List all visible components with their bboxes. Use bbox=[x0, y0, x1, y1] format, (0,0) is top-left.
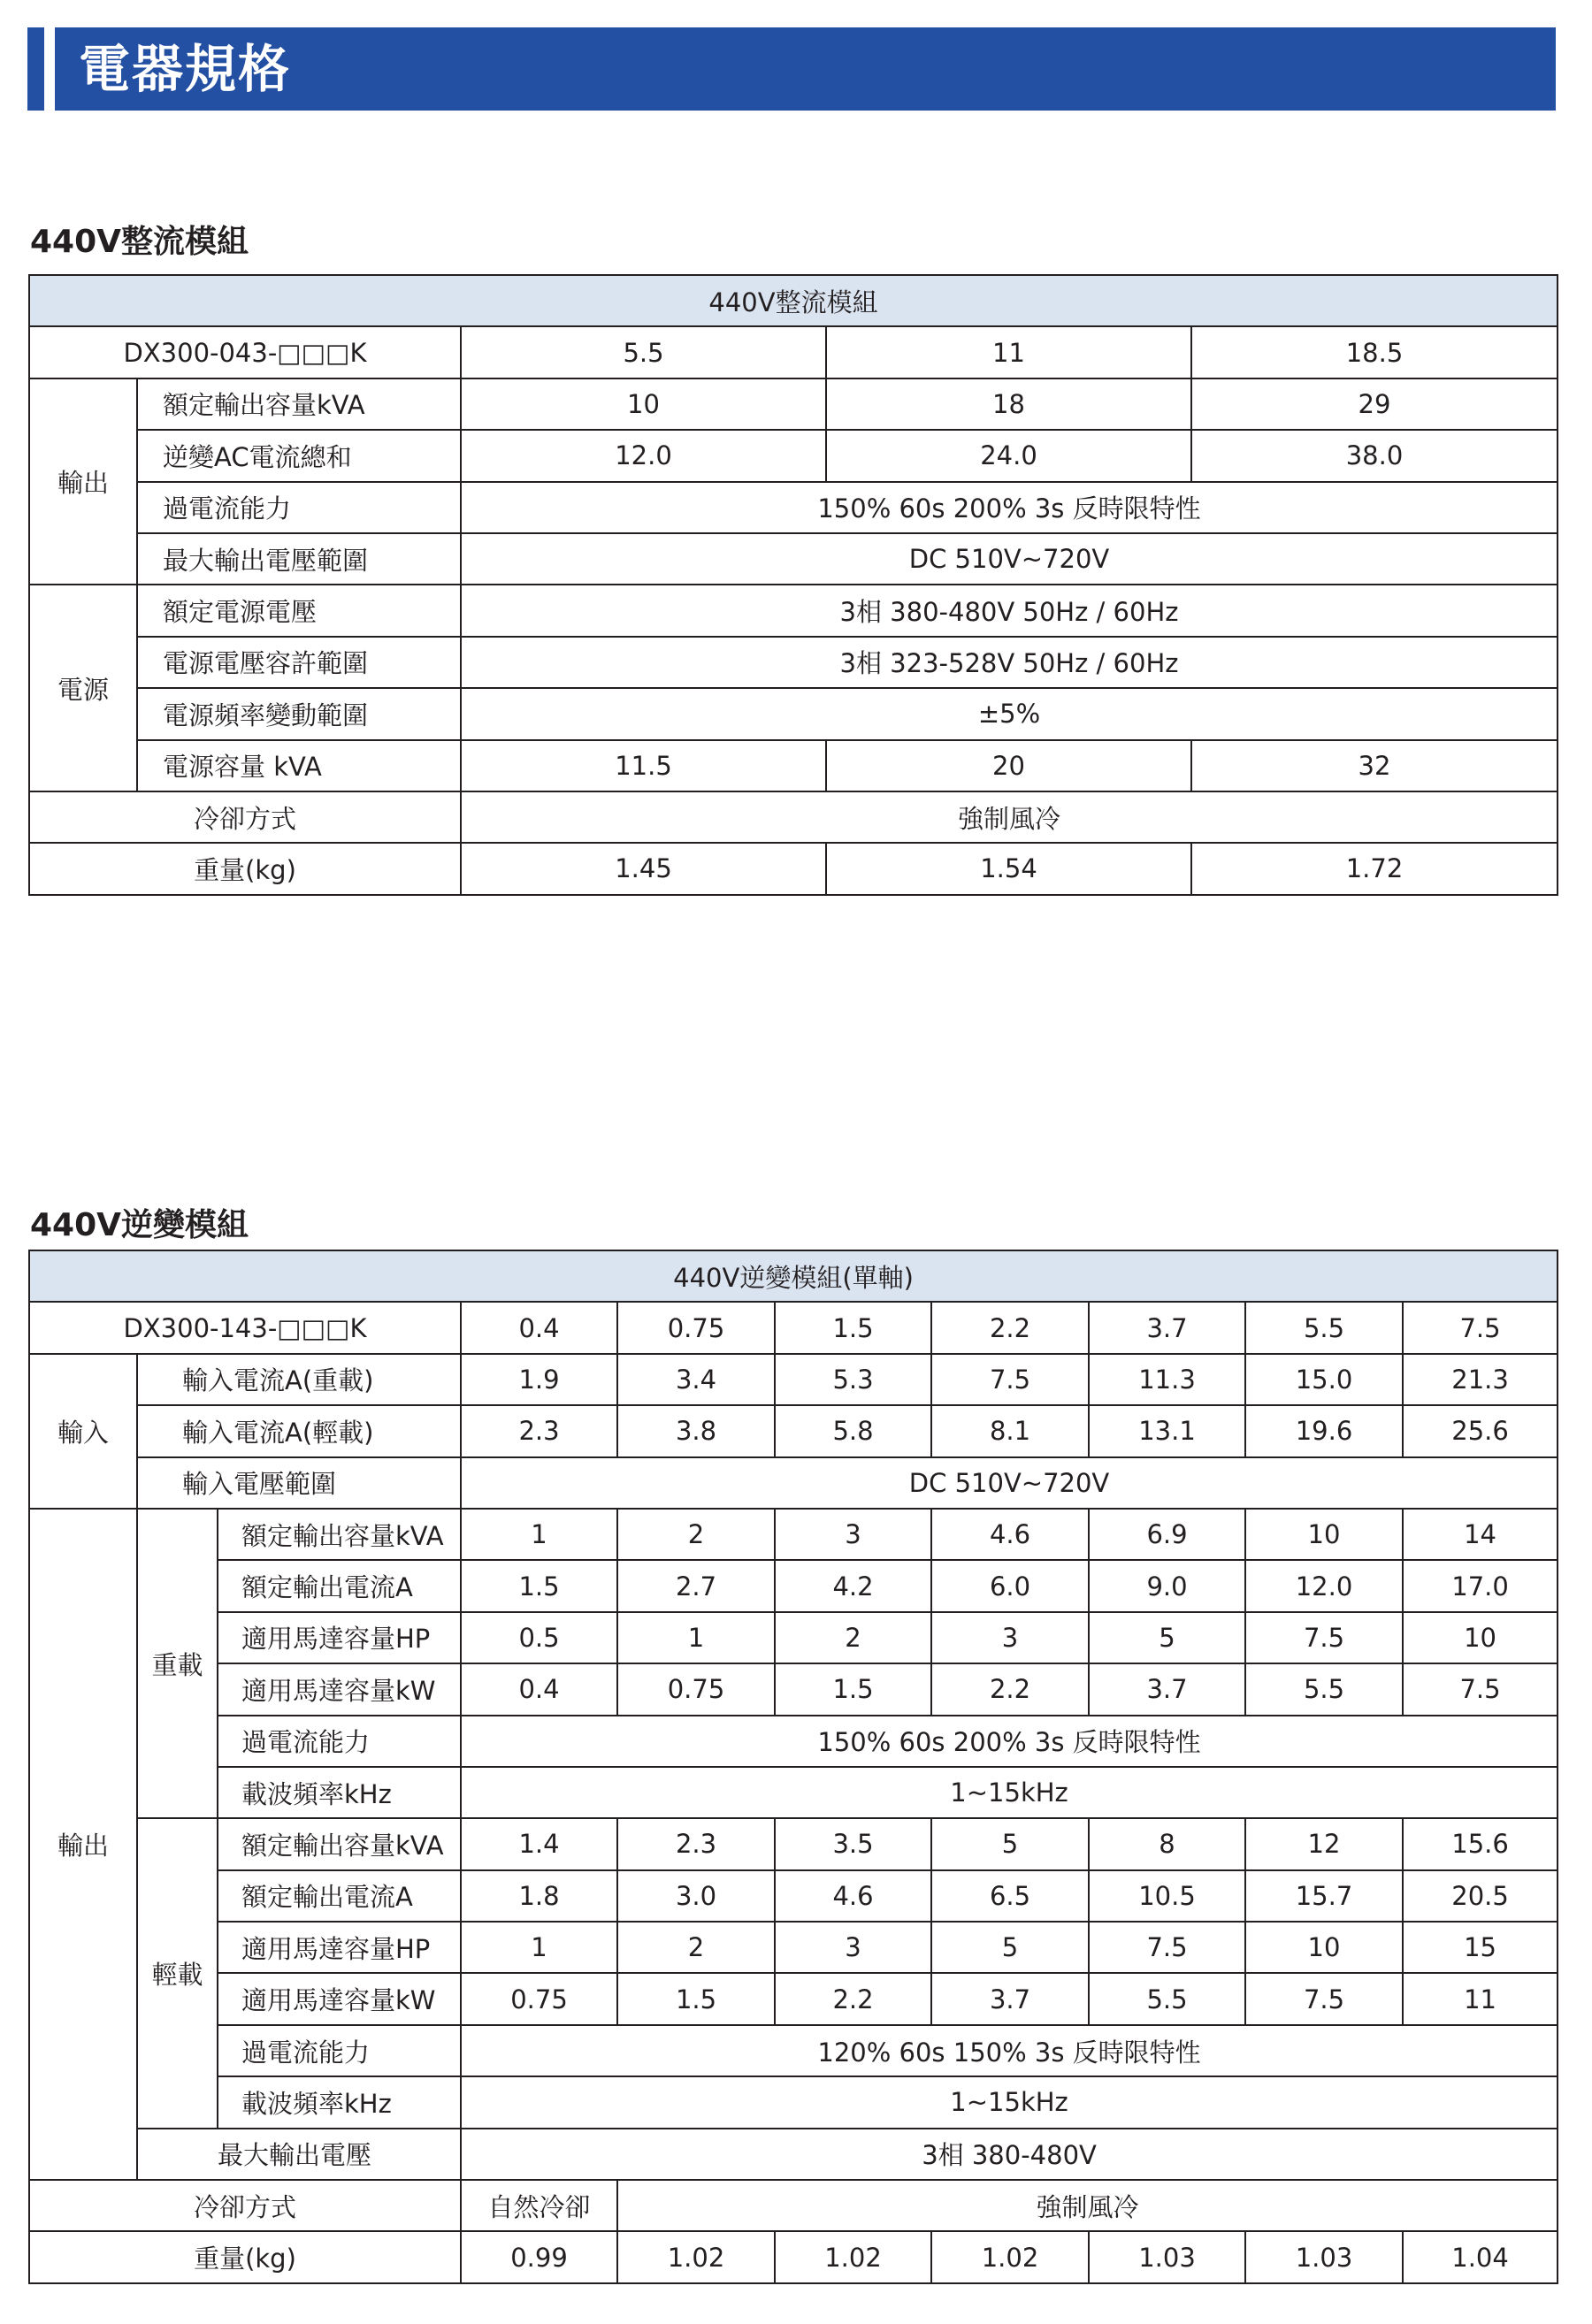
cell-value: 3相 323-528V 50Hz / 60Hz bbox=[461, 637, 1558, 688]
cell-value: 19.6 bbox=[1245, 1405, 1403, 1456]
inverter-section-title: 440V逆變模組 bbox=[30, 1207, 249, 1243]
table-row bbox=[29, 2129, 1558, 2180]
cell-value: 29 bbox=[1191, 378, 1558, 430]
model-label: DX300-143-□□□K bbox=[29, 1302, 461, 1353]
page-title-bar bbox=[27, 27, 1556, 111]
row-label: 額定輸出容量kVA bbox=[218, 1818, 461, 1869]
cell-value: 4.2 bbox=[775, 1560, 931, 1611]
cell-value: 2.2 bbox=[775, 1973, 931, 2024]
table-row bbox=[29, 1302, 1558, 1353]
row-label: 電源頻率變動範圍 bbox=[137, 688, 461, 739]
model-value: 5.5 bbox=[461, 326, 826, 378]
cell-value: 0.75 bbox=[617, 1663, 775, 1715]
input-group-label: 輸入 bbox=[29, 1354, 137, 1509]
cell-value: 15.7 bbox=[1245, 1870, 1403, 1922]
table-row bbox=[29, 585, 1558, 636]
table-header: 440V逆變模組(單軸) bbox=[29, 1250, 1558, 1302]
cell-value: 12.0 bbox=[461, 430, 826, 481]
cell-value: 10 bbox=[461, 378, 826, 430]
table-row bbox=[29, 1354, 1558, 1405]
cell-value: 強制風冷 bbox=[617, 2180, 1558, 2231]
cell-value: 11.3 bbox=[1089, 1354, 1245, 1405]
cell-value: 10 bbox=[1245, 1509, 1403, 1560]
table-row bbox=[29, 326, 1558, 378]
table-row bbox=[29, 2076, 1558, 2128]
row-label: 額定輸出電流A bbox=[218, 1870, 461, 1922]
cell-value: 8.1 bbox=[931, 1405, 1089, 1456]
table-row bbox=[29, 1560, 1558, 1611]
model-value: 5.5 bbox=[1245, 1302, 1403, 1353]
cell-value: 7.5 bbox=[1245, 1973, 1403, 2024]
cell-value: 10.5 bbox=[1089, 1870, 1245, 1922]
cell-value: 17.0 bbox=[1403, 1560, 1558, 1611]
cell-value: 3.7 bbox=[931, 1973, 1089, 2024]
cell-value: 3 bbox=[775, 1509, 931, 1560]
cell-value: 120% 60s 150% 3s 反時限特性 bbox=[461, 2025, 1558, 2076]
rectifier-spec-table bbox=[28, 274, 1558, 896]
cell-value: 13.1 bbox=[1089, 1405, 1245, 1456]
title-accent bbox=[27, 27, 44, 111]
cell-value: ±5% bbox=[461, 688, 1558, 739]
model-value: 18.5 bbox=[1191, 326, 1558, 378]
cell-value: 20.5 bbox=[1403, 1870, 1558, 1922]
cell-value: 2 bbox=[617, 1922, 775, 1973]
table-row bbox=[29, 430, 1558, 481]
cell-value: 自然冷卻 bbox=[461, 2180, 617, 2231]
table-row bbox=[29, 688, 1558, 739]
cell-value: 1.54 bbox=[826, 843, 1191, 894]
model-value: 7.5 bbox=[1403, 1302, 1558, 1353]
model-value: 11 bbox=[826, 326, 1191, 378]
cell-value: 2.3 bbox=[461, 1405, 617, 1456]
cell-value: 5 bbox=[931, 1922, 1089, 1973]
cell-value: 9.0 bbox=[1089, 1560, 1245, 1611]
row-label: 冷卻方式 bbox=[29, 2180, 461, 2231]
cell-value: 12 bbox=[1245, 1818, 1403, 1869]
table-row bbox=[29, 2025, 1558, 2076]
cell-value: 5 bbox=[1089, 1612, 1245, 1663]
table-row bbox=[29, 1250, 1558, 1302]
cell-value: 21.3 bbox=[1403, 1354, 1558, 1405]
cell-value: 5.8 bbox=[775, 1405, 931, 1456]
cell-value: 0.5 bbox=[461, 1612, 617, 1663]
row-label: 最大輸出電壓 bbox=[137, 2129, 461, 2180]
cell-value: 5.5 bbox=[1245, 1663, 1403, 1715]
cell-value: 15.0 bbox=[1245, 1354, 1403, 1405]
cell-value: 1.02 bbox=[931, 2231, 1089, 2282]
row-label: 輸入電壓範圍 bbox=[137, 1457, 461, 1509]
light-load-label: 輕載 bbox=[137, 1818, 218, 2128]
cell-value: 6.5 bbox=[931, 1870, 1089, 1922]
table-row bbox=[29, 1767, 1558, 1818]
cell-value: 1.02 bbox=[617, 2231, 775, 2282]
model-value: 3.7 bbox=[1089, 1302, 1245, 1353]
table-row bbox=[29, 1818, 1558, 1869]
cell-value: 2 bbox=[775, 1612, 931, 1663]
row-label: 輸入電流A(重載) bbox=[137, 1354, 461, 1405]
cell-value: 5.3 bbox=[775, 1354, 931, 1405]
cell-value: DC 510V~720V bbox=[461, 1457, 1558, 1509]
cell-value: 10 bbox=[1403, 1612, 1558, 1663]
cell-value: 1.9 bbox=[461, 1354, 617, 1405]
cell-value: 1.03 bbox=[1245, 2231, 1403, 2282]
table-row bbox=[29, 1612, 1558, 1663]
inverter-spec-table bbox=[28, 1250, 1558, 2284]
cell-value: 1 bbox=[617, 1612, 775, 1663]
row-label: 電源電壓容許範圍 bbox=[137, 637, 461, 688]
table-row bbox=[29, 740, 1558, 791]
cell-value: 150% 60s 200% 3s 反時限特性 bbox=[461, 1716, 1558, 1767]
cell-value: 3.5 bbox=[775, 1818, 931, 1869]
row-label: 最大輸出電壓範圍 bbox=[137, 533, 461, 585]
row-label: 逆變AC電流總和 bbox=[137, 430, 461, 481]
cell-value: 7.5 bbox=[1403, 1663, 1558, 1715]
cell-value: 38.0 bbox=[1191, 430, 1558, 481]
cell-value: 1.5 bbox=[617, 1973, 775, 2024]
table-row bbox=[29, 1663, 1558, 1715]
cell-value: 1~15kHz bbox=[461, 1767, 1558, 1818]
table-header: 440V整流模組 bbox=[29, 275, 1558, 326]
table-row bbox=[29, 482, 1558, 533]
power-group-label: 電源 bbox=[29, 585, 137, 791]
row-label: 載波頻率kHz bbox=[218, 1767, 461, 1818]
cell-value: 1.72 bbox=[1191, 843, 1558, 894]
cell-value: 3 bbox=[931, 1612, 1089, 1663]
cell-value: 0.75 bbox=[461, 1973, 617, 2024]
row-label: 適用馬達容量kW bbox=[218, 1973, 461, 2024]
model-value: 2.2 bbox=[931, 1302, 1089, 1353]
cell-value: 3相 380-480V bbox=[461, 2129, 1558, 2180]
row-label: 過電流能力 bbox=[218, 1716, 461, 1767]
cell-value: 12.0 bbox=[1245, 1560, 1403, 1611]
cell-value: 1.45 bbox=[461, 843, 826, 894]
cell-value: 1 bbox=[461, 1509, 617, 1560]
cell-value: 150% 60s 200% 3s 反時限特性 bbox=[461, 482, 1558, 533]
cell-value: 2.7 bbox=[617, 1560, 775, 1611]
cell-value: 2.3 bbox=[617, 1818, 775, 1869]
row-label: 額定輸出電流A bbox=[218, 1560, 461, 1611]
cell-value: 24.0 bbox=[826, 430, 1191, 481]
row-label: 電源容量 kVA bbox=[137, 740, 461, 791]
table-row bbox=[29, 1457, 1558, 1509]
table-row bbox=[29, 1509, 1558, 1560]
table-row bbox=[29, 2231, 1558, 2282]
table-row bbox=[29, 843, 1558, 894]
cell-value: 15 bbox=[1403, 1922, 1558, 1973]
cell-value: 14 bbox=[1403, 1509, 1558, 1560]
row-label: 過電流能力 bbox=[137, 482, 461, 533]
cell-value: 3.7 bbox=[1089, 1663, 1245, 1715]
cell-value: 1.02 bbox=[775, 2231, 931, 2282]
cell-value: 1.8 bbox=[461, 1870, 617, 1922]
cell-value: 7.5 bbox=[1245, 1612, 1403, 1663]
cell-value: 4.6 bbox=[775, 1870, 931, 1922]
row-label: 載波頻率kHz bbox=[218, 2076, 461, 2128]
cell-value: 5 bbox=[931, 1818, 1089, 1869]
cell-value: 11 bbox=[1403, 1973, 1558, 2024]
rectifier-section-title: 440V整流模組 bbox=[30, 224, 249, 260]
cell-value: 1.03 bbox=[1089, 2231, 1245, 2282]
row-label: 冷卻方式 bbox=[29, 791, 461, 843]
table-row bbox=[29, 378, 1558, 430]
cell-value: 2.2 bbox=[931, 1663, 1089, 1715]
table-row bbox=[29, 275, 1558, 326]
output-group-label: 輸出 bbox=[29, 1509, 137, 2180]
cell-value: 25.6 bbox=[1403, 1405, 1558, 1456]
cell-value: 1 bbox=[461, 1922, 617, 1973]
cell-value: 1~15kHz bbox=[461, 2076, 1558, 2128]
cell-value: 1.4 bbox=[461, 1818, 617, 1869]
cell-value: 1.5 bbox=[461, 1560, 617, 1611]
table-row bbox=[29, 1405, 1558, 1456]
cell-value: 4.6 bbox=[931, 1509, 1089, 1560]
cell-value: 3.0 bbox=[617, 1870, 775, 1922]
table-row bbox=[29, 791, 1558, 843]
cell-value: 2 bbox=[617, 1509, 775, 1560]
cell-value: 6.9 bbox=[1089, 1509, 1245, 1560]
row-label: 適用馬達容量HP bbox=[218, 1922, 461, 1973]
table-row bbox=[29, 2180, 1558, 2231]
cell-value: 11.5 bbox=[461, 740, 826, 791]
row-label: 輸入電流A(輕載) bbox=[137, 1405, 461, 1456]
cell-value: 1.5 bbox=[775, 1663, 931, 1715]
output-group-label: 輸出 bbox=[29, 378, 137, 585]
page-title: 電器規格 bbox=[79, 39, 292, 99]
table-row bbox=[29, 1973, 1558, 2024]
cell-value: 0.99 bbox=[461, 2231, 617, 2282]
cell-value: 0.4 bbox=[461, 1663, 617, 1715]
cell-value: 5.5 bbox=[1089, 1973, 1245, 2024]
cell-value: 10 bbox=[1245, 1922, 1403, 1973]
cell-value: 3.8 bbox=[617, 1405, 775, 1456]
row-label: 額定輸出容量kVA bbox=[218, 1509, 461, 1560]
cell-value: 7.5 bbox=[931, 1354, 1089, 1405]
cell-value: 3.4 bbox=[617, 1354, 775, 1405]
table-row bbox=[29, 1870, 1558, 1922]
cell-value: 8 bbox=[1089, 1818, 1245, 1869]
table-row bbox=[29, 1922, 1558, 1973]
table-row bbox=[29, 637, 1558, 688]
model-value: 1.5 bbox=[775, 1302, 931, 1353]
cell-value: 1.04 bbox=[1403, 2231, 1558, 2282]
cell-value: 15.6 bbox=[1403, 1818, 1558, 1869]
model-value: 0.75 bbox=[617, 1302, 775, 1353]
row-label: 過電流能力 bbox=[218, 2025, 461, 2076]
model-value: 0.4 bbox=[461, 1302, 617, 1353]
row-label: 適用馬達容量kW bbox=[218, 1663, 461, 1715]
cell-value: 3 bbox=[775, 1922, 931, 1973]
cell-value: 7.5 bbox=[1089, 1922, 1245, 1973]
row-label: 額定輸出容量kVA bbox=[137, 378, 461, 430]
cell-value: 強制風冷 bbox=[461, 791, 1558, 843]
row-label: 重量(kg) bbox=[29, 2231, 461, 2282]
cell-value: 6.0 bbox=[931, 1560, 1089, 1611]
row-label: 重量(kg) bbox=[29, 843, 461, 894]
row-label: 適用馬達容量HP bbox=[218, 1612, 461, 1663]
heavy-load-label: 重載 bbox=[137, 1509, 218, 1818]
table-row bbox=[29, 533, 1558, 585]
cell-value: DC 510V~720V bbox=[461, 533, 1558, 585]
cell-value: 32 bbox=[1191, 740, 1558, 791]
cell-value: 18 bbox=[826, 378, 1191, 430]
cell-value: 3相 380-480V 50Hz / 60Hz bbox=[461, 585, 1558, 636]
model-label: DX300-043-□□□K bbox=[29, 326, 461, 378]
cell-value: 20 bbox=[826, 740, 1191, 791]
row-label: 額定電源電壓 bbox=[137, 585, 461, 636]
table-row bbox=[29, 1716, 1558, 1767]
